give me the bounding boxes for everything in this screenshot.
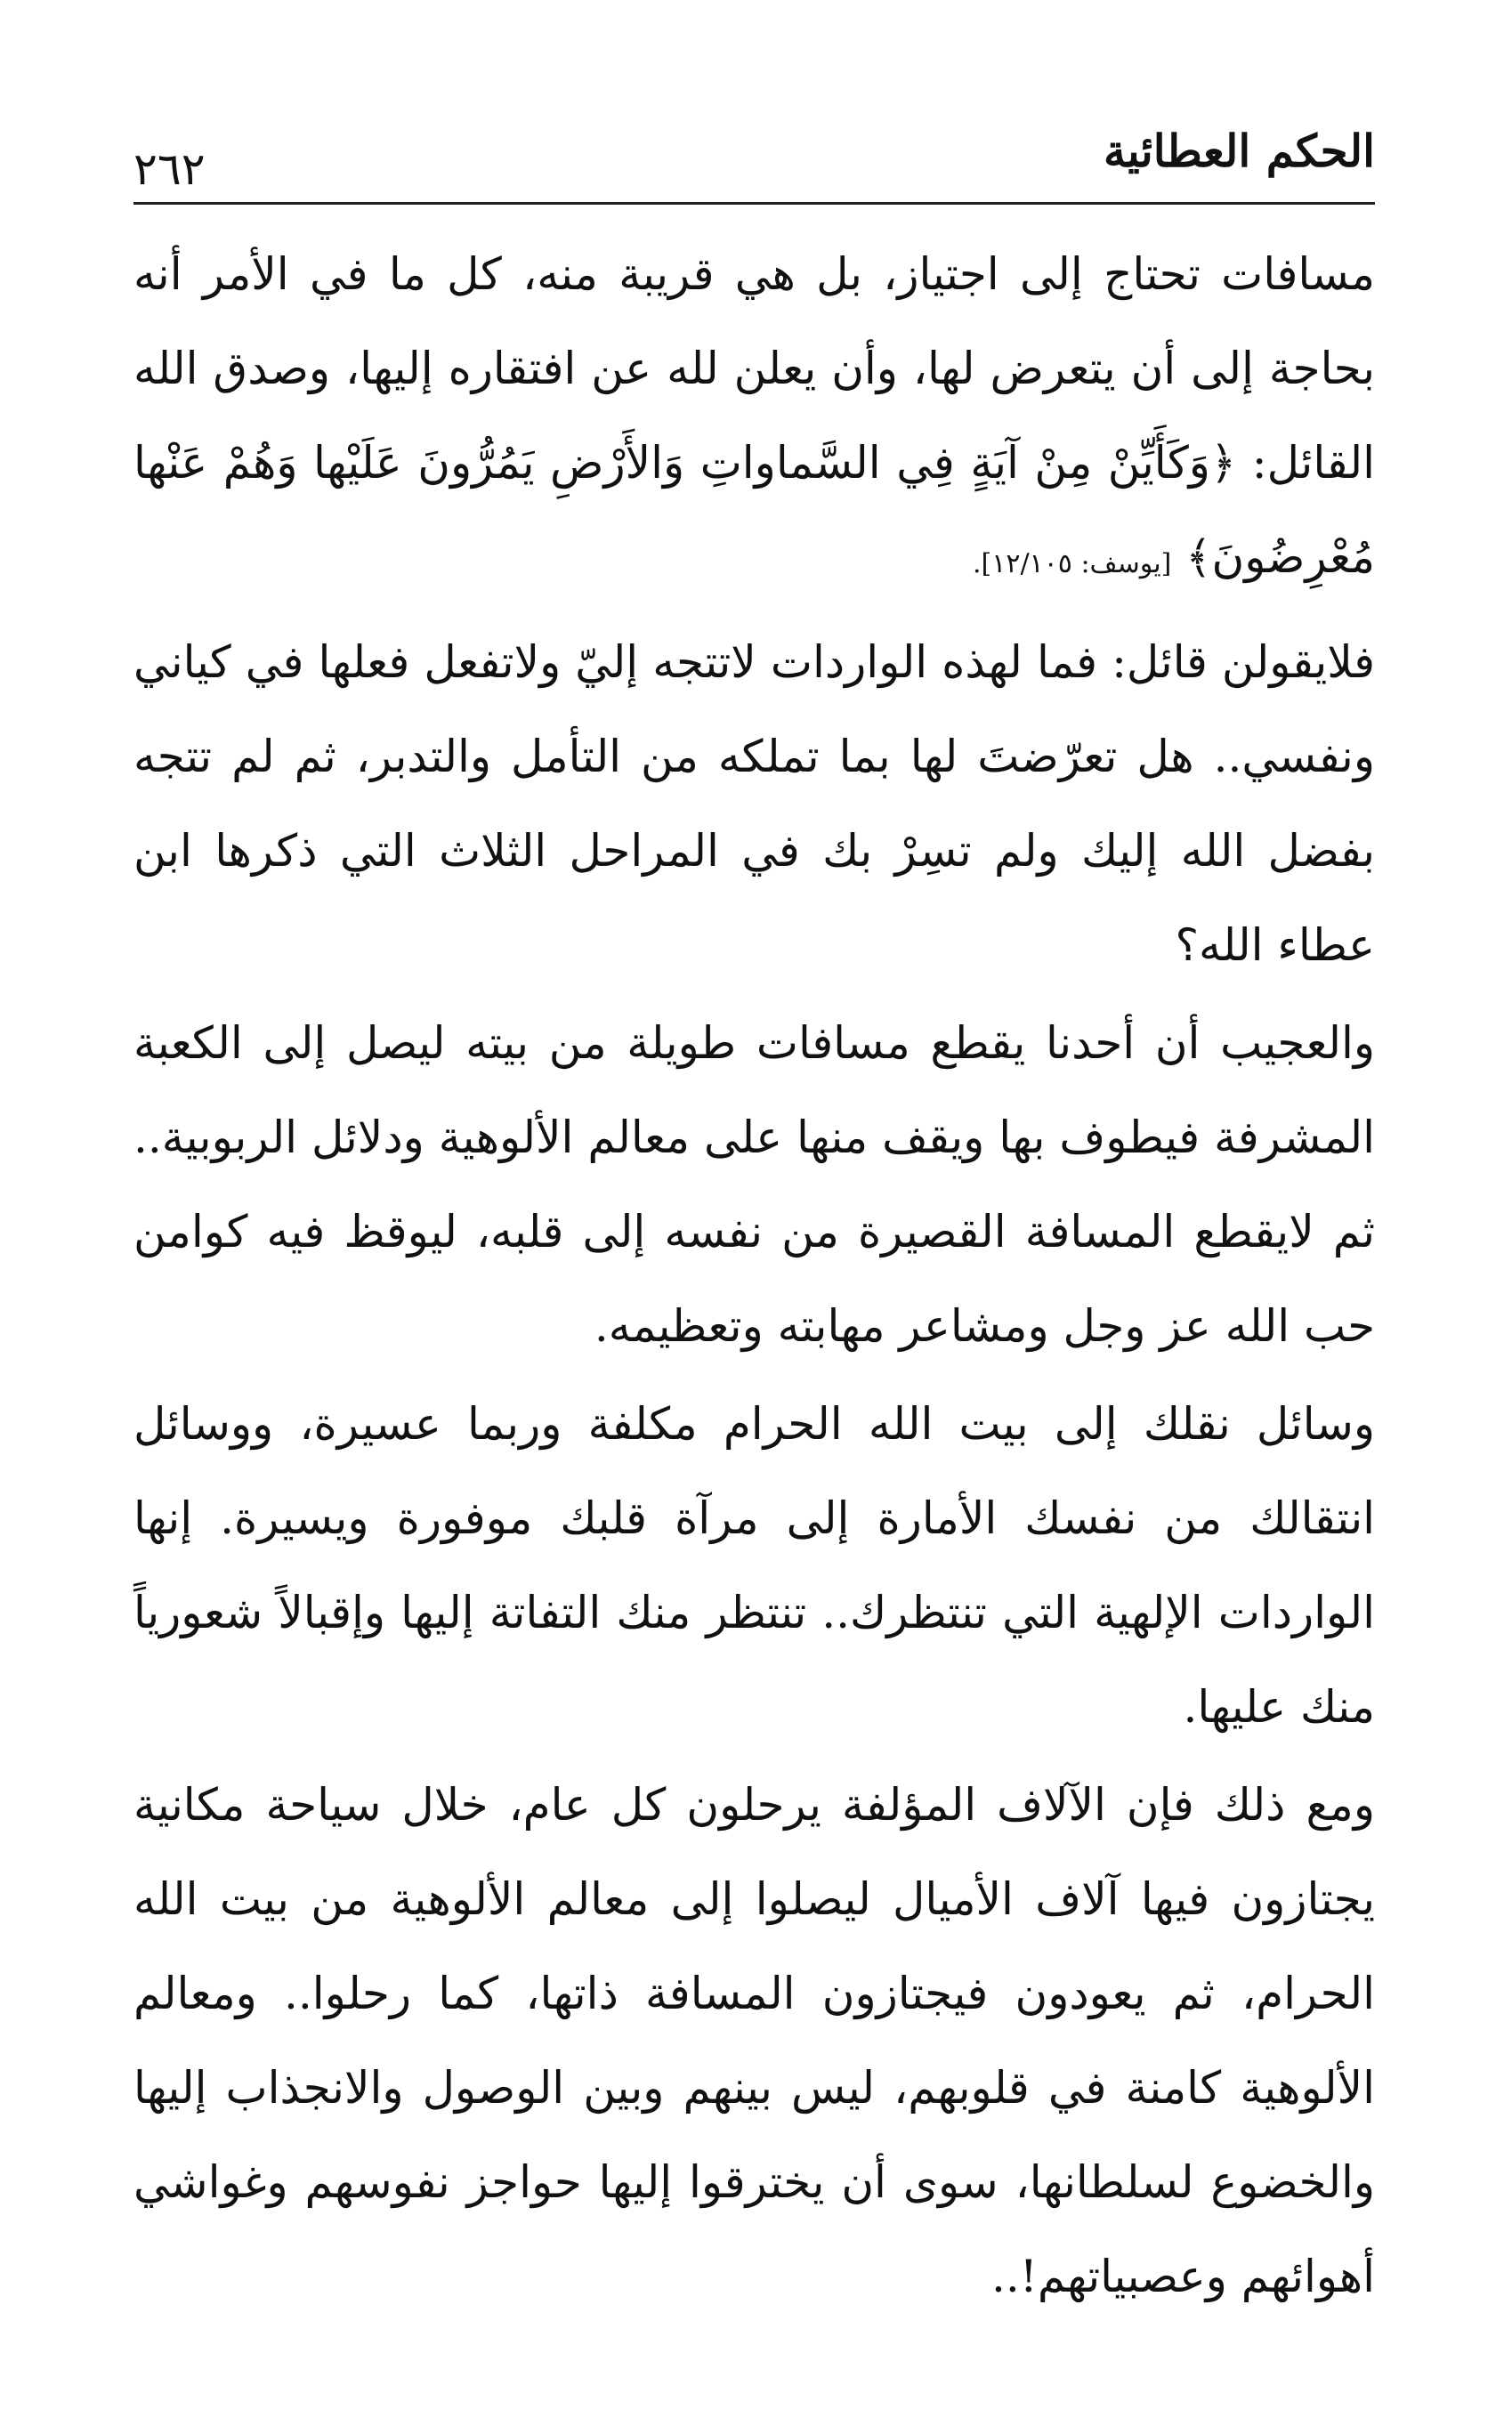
- paragraph: [133, 227, 1375, 611]
- paragraph: وسائل نقلك إلى بيت الله الحرام مكلفة وربما عسيرة، ووسائل انتقالك من نفسك الأمارة إلى مرآة قلبك موفورة ويسيرة. إنها الواردات الإلهية التي تنتظرك.. تنتظر منك التفاتة إليها وإقبالاً شعورياً منك عليها.: [133, 1398, 1375, 1733]
- quran-reference: [يوسف: ١٢/١٠٥].: [972, 548, 1172, 579]
- page-number: ٢٦٢: [133, 143, 206, 195]
- paragraph: فلايقولن قائل: فما لهذه الواردات لاتتجه إليّ ولاتفعل فعلها في كياني ونفسي.. هل تعرّضتَ لها بما تملكه من التأمل والتدبر، ثم لم تتجه بفضل الله إليك ولم تسِرْ بك في المراحل الثلاث التي ذكرها ابن عطاء الله؟: [133, 636, 1375, 971]
- paragraph: والعجيب أن أحدنا يقطع مسافات طويلة من بيته ليصل إلى الكعبة المشرفة فيطوف بها ويقف منها على معالم الألوهية ودلائل الربوبية.. ثم لايقطع المسافة القصيرة من نفسه إلى قلبه، ليوقظ فيه كوامن حب الله عز وجل ومشاعر مهابته وتعظيمه.: [133, 1017, 1375, 1352]
- page-body: [133, 227, 1375, 2324]
- book-title: الحكم العطائية: [1103, 125, 1375, 177]
- page-header: [133, 125, 1375, 205]
- paragraph: ومع ذلك فإن الآلاف المؤلفة يرحلون كل عام، خلال سياحة مكانية يجتازون فيها آلاف الأميال ليصلوا إلى معالم الألوهية من بيت الله الحرام، ثم يعودون فيجتازون المسافة ذاتها، كما رحلوا.. ومعالم الألوهية كامنة في قلوبهم، ليس بينهم وبين الوصول والانجذاب إليها والخضوع لسلطانها، سوى أن يخترقوا إليها حواجز نفوسهم وغواشي أهوائهم وعصبياتهم!..: [133, 1779, 1375, 2302]
- paragraph-text: مسافات تحتاج إلى اجتياز، بل هي قريبة منه، كل ما في الأمر أنه بحاجة إلى أن يتعرض لها، وأن يعلن لله عن افتقاره إليها، وصدق الله القائل: ﴿وَكَأَيِّنْ مِنْ آيَةٍ فِي السَّماواتِ وَالأَرْضِ يَمُرُّونَ عَلَيْها وَهُمْ عَنْها مُعْرِضُونَ﴾: [133, 248, 1375, 583]
